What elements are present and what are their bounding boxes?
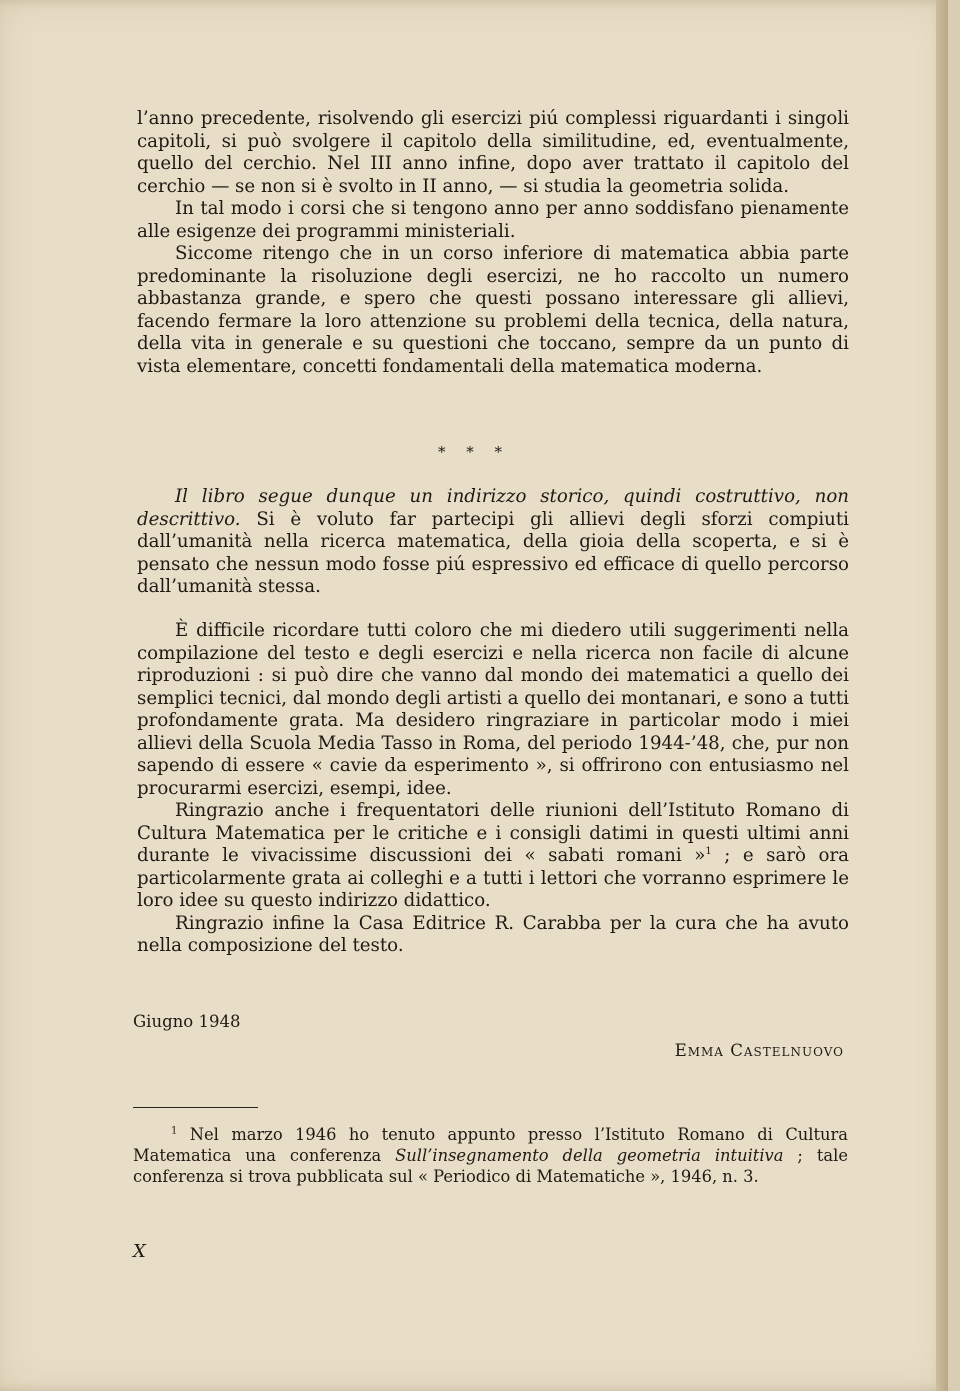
text-block-middle: [137, 486, 849, 599]
paragraph-historical-italic: Il libro segue dunque un indirizzo storico, quindi costruttivo, non descrittivo.: [137, 486, 849, 530]
author-name: Emma Castelnuovo: [674, 1041, 844, 1060]
paragraph-thanks-institute: [137, 800, 849, 913]
paragraph-thanks-institute-end: ; e sarò ora particolarmente grata ai colleghi e a tutti i lettori che vorranno esprimere le loro idee su questo indirizzo didattico.: [137, 845, 849, 911]
footnote: [133, 1124, 848, 1187]
footnote-title: Sull’insegnamento della geometria intuitiva: [395, 1146, 784, 1165]
paragraph-thanks-students: È difficile ricordare tutti coloro che mi diedero utili suggerimenti nella compilazione del testo e degli esercizi e nella ricerca non facile di alcune riproduzioni : si può dire che vanno dal mondo dei matematici a quello dei semplici tecnici, dal mondo degli artisti a quello dei montanari, e sono a tutti profondamente grata. Ma desidero ringraziare in particolar modo i miei allievi della Scuola Media Tasso in Roma, del periodo 1944-’48, che, pur non sapendo di essere « cavie da esperimento », si offrirono con entusiasmo nel procurarmi esercizi, esempi, idee.: [137, 620, 849, 799]
paragraph-historical-rest: Si è voluto far partecipi gli allievi degli sforzi compiuti dall’umanità nella ricerca matematica, della gioia della scoperta, e si è pensato che nessun modo fosse piú espressivo ed efficace di quello percorso dall’umanità stessa.: [137, 508, 849, 597]
footnote-text-end: ; tale conferenza si trova pubblicata sul « Periodico di Matematiche », 1946, n. 3.: [133, 1146, 848, 1186]
text-block-top: [137, 108, 849, 378]
footnote-mark: 1: [171, 1125, 178, 1137]
footnote-rule: [133, 1107, 258, 1108]
paragraph-historical: [137, 486, 849, 599]
signature-date: Giugno 1948: [133, 1012, 241, 1031]
paragraph-continuation: l’anno precedente, risolvendo gli esercizi piú complessi riguardanti i singoli capitoli, si può svolgere il capitolo della similitudine, ed, eventualmente, quello del cerchio. Nel III anno infine, dopo aver trattato il capitolo del cerchio — se non si è svolto in II anno, — si studia la geometria solida.: [137, 108, 849, 197]
section-separator: * * *: [437, 443, 511, 461]
footnote-text: Nel marzo 1946 ho tenuto appunto presso l’Istituto Romano di Cultura Matematica una conferenza: [133, 1125, 848, 1165]
paragraph-programs: In tal modo i corsi che si tengono anno per anno soddisfano pienamente alle esigenze dei programmi ministeriali.: [137, 198, 849, 242]
footnote-reference: 1: [705, 845, 712, 857]
paragraph-exercises: Siccome ritengo che in un corso inferiore di matematica abbia parte predominante la risoluzione degli esercizi, ne ho raccolto un numero abbastanza grande, e spero che questi possano interessare gli allievi, facendo fermare la loro attenzione su problemi della tecnica, della natura, della vita in generale e su questioni che toccano, sempre da un punto di vista elementare, concetti fondamentali della matematica moderna.: [137, 243, 849, 377]
page-edge: [936, 0, 948, 1391]
paragraph-thanks-institute-text: Ringrazio anche i frequentatori delle riunioni dell’Istituto Romano di Cultura Matematica per le critiche e i consigli datimi in questi ultimi anni durante le vivacissime discussioni dei « sabati romani »: [137, 800, 849, 866]
page-number: X: [133, 1241, 146, 1262]
text-block-acknowledgements: [137, 620, 849, 958]
paragraph-thanks-publisher: Ringrazio infine la Casa Editrice R. Carabba per la cura che ha avuto nella composizione del testo.: [137, 912, 849, 956]
